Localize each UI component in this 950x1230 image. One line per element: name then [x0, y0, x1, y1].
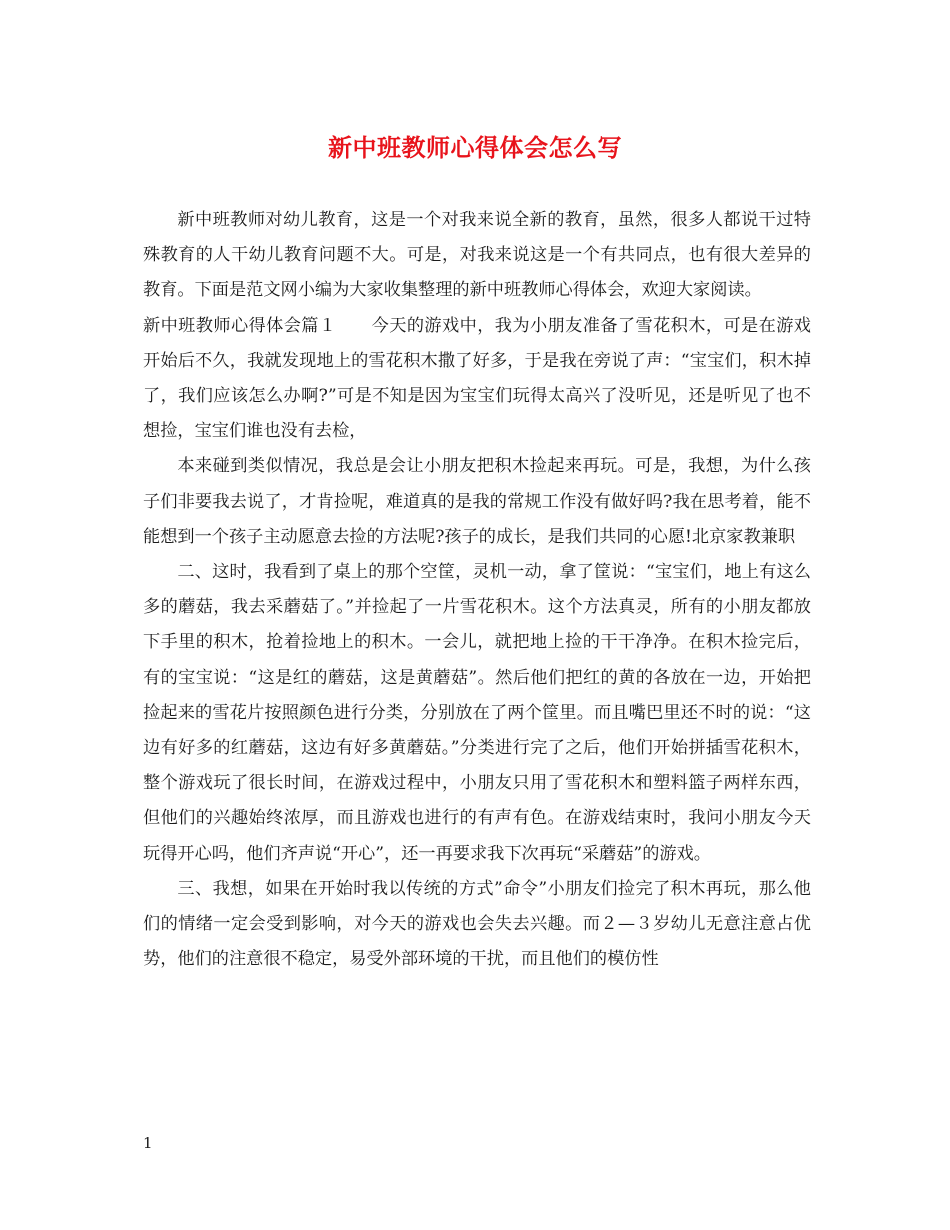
paragraph-reflection: 本来碰到类似情况，我总是会让小朋友把积木捡起来再玩。可是，我想，为什么孩子们非要我去说了，才肯捡呢，难道真的是我的常规工作没有做好吗?我在思考着，能不能想到一个孩子主动愿意去捡的方法呢?孩子的成长，是我们共同的心愿!北京家教兼职 [143, 456, 811, 547]
paragraph-intro: 新中班教师对幼儿教育，这是一个对我来说全新的教育，虽然，很多人都说干过特殊教育的人干幼儿教育问题不大。可是，对我来说这是一个有共同点，也有很大差异的教育。下面是范文网小编为大家收集整理的新中班教师心得体会，欢迎大家阅读。 [143, 210, 811, 301]
paragraph-section-1: 新中班教师心得体会篇１ 今天的游戏中，我为小朋友准备了雪花积木，可是在游戏开始后不久，我就发现地上的雪花积木撒了好多，于是我在旁说了声：“宝宝们，积木掉了，我们应该怎么办啊?”可是不知是因为宝宝们玩得太高兴了没听见，还是听见了也不想捡，宝宝们谁也没有去检， [143, 315, 811, 442]
page-number: 1 [143, 1134, 153, 1152]
document-title: 新中班教师心得体会怎么写 [328, 133, 622, 162]
paragraph-part-three: 三、我想，如果在开始时我以传统的方式”命令”小朋友们捡完了积木再玩，那么他们的情绪一定会受到影响，对今天的游戏也会失去兴趣。而２—３岁幼儿无意注意占优势，他们的注意很不稳定，易受外部环境的干扰，而且他们的模仿性 [143, 878, 811, 970]
paragraph-part-two: 二、这时，我看到了桌上的那个空筐，灵机一动，拿了筐说：“宝宝们，地上有这么多的蘑菇，我去采蘑菇了。”并捡起了一片雪花积木。这个方法真灵，所有的小朋友都放下手里的积木，抢着捡地上的积木。一会儿，就把地上捡的干干净净。在积木捡完后，有的宝宝说：“这是红的蘑菇，这是黄蘑菇”。然后他们把红的黄的各放在一边，开始把捡起来的雪花片按照颜色进行分类，分别放在了两个筐里。而且嘴巴里还不时的说：“这边有好多的红蘑菇，这边有好多黄蘑菇。”分类进行完了之后，他们开始拼插雪花积木，整个游戏玩了很长时间，在游戏过程中，小朋友只用了雪花积木和塑料篮子两样东西，但他们的兴趣始终浓厚，而且游戏也进行的有声有色。在游戏结束时，我问小朋友今天玩得开心吗，他们齐声说“开心”，还一再要求我下次再玩“采蘑菇”的游戏。 [143, 562, 811, 864]
document-body [143, 203, 811, 977]
